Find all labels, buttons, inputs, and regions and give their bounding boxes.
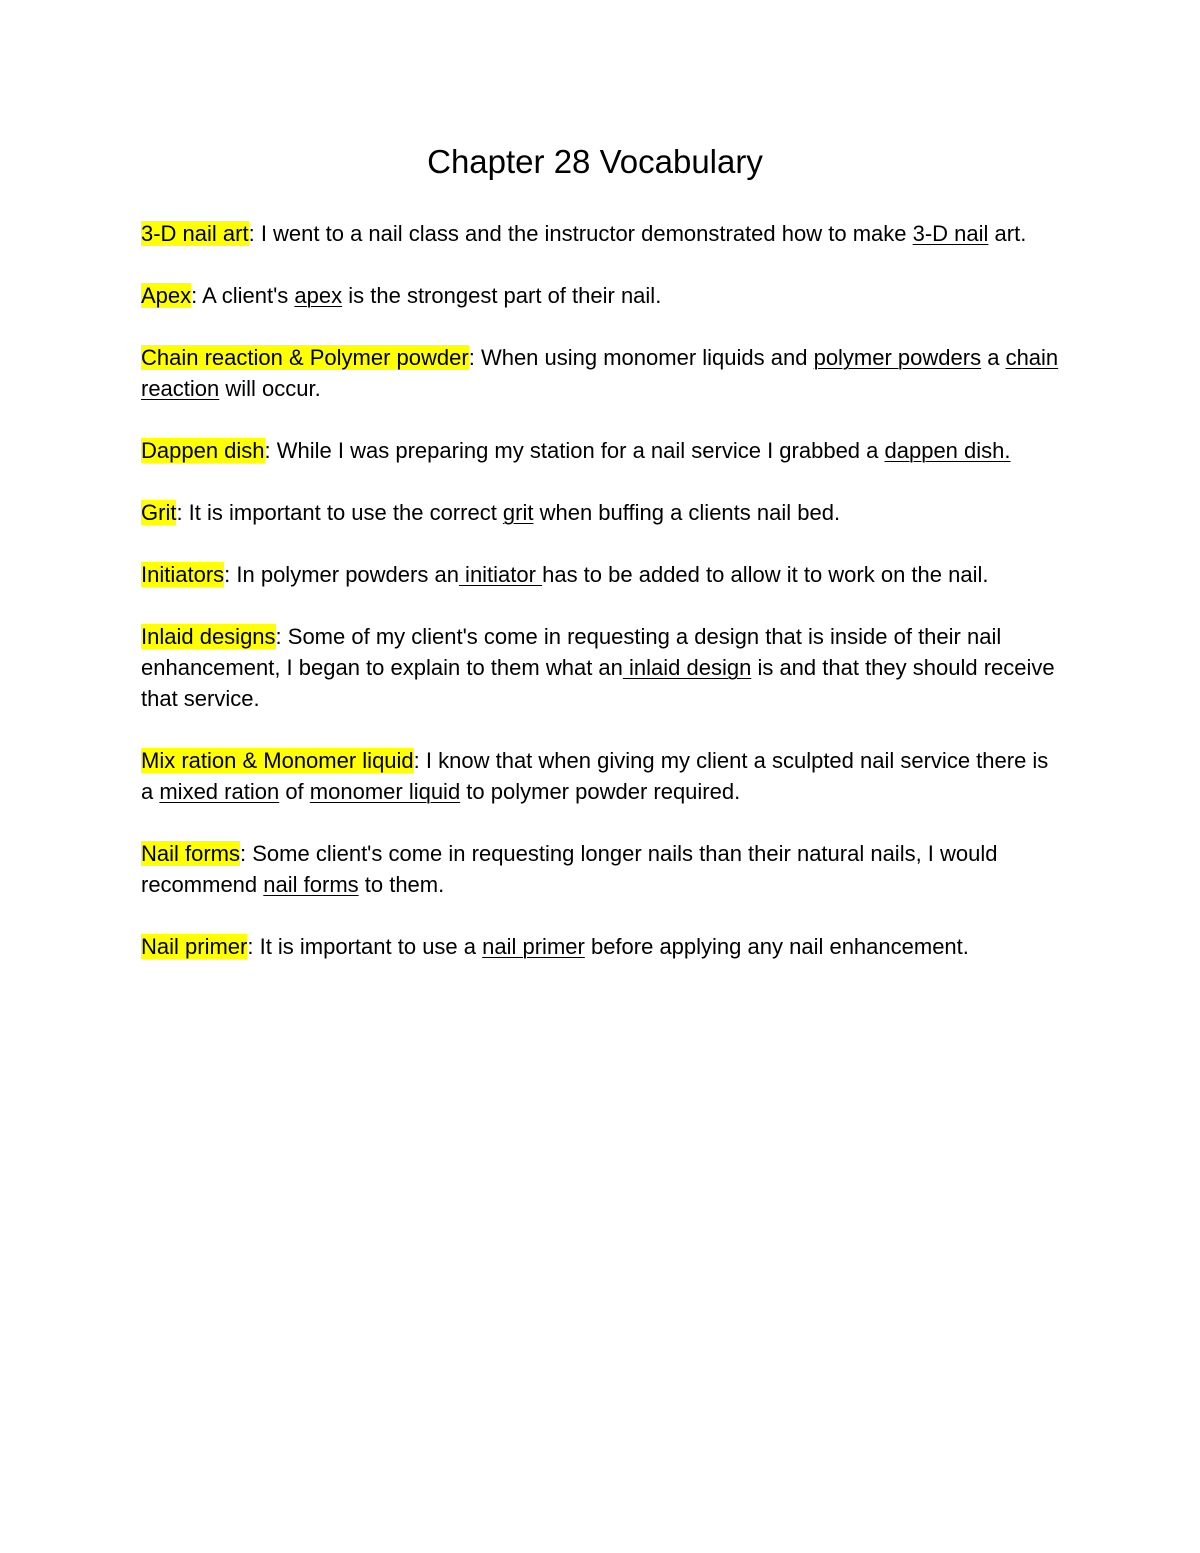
sentence-text: a xyxy=(981,345,1006,370)
underlined-term-usage: apex xyxy=(294,283,343,308)
page-title: Chapter 28 Vocabulary xyxy=(427,143,763,180)
vocabulary-list xyxy=(141,218,1066,993)
underlined-term-usage: mixed ration xyxy=(159,779,280,804)
vocabulary-term: Nail forms xyxy=(141,841,241,866)
underlined-term-usage: polymer powders xyxy=(813,345,982,370)
vocabulary-entry xyxy=(141,838,1066,900)
sentence-text: art. xyxy=(988,221,1027,246)
sentence-text: has to be added to allow it to work on the nail. xyxy=(542,562,989,587)
sentence-text: to them. xyxy=(358,872,445,897)
vocabulary-entry xyxy=(141,931,1066,962)
sentence-text: when buffing a clients nail bed. xyxy=(533,500,841,525)
vocabulary-entry xyxy=(141,497,1066,528)
underlined-term-usage: dappen dish. xyxy=(884,438,1011,463)
vocabulary-entry xyxy=(141,559,1066,590)
sentence-text: : I went to a nail class and the instructor demonstrated how to make xyxy=(248,221,913,246)
sentence-text: of xyxy=(279,779,310,804)
sentence-text: : While I was preparing my station for a nail service I grabbed a xyxy=(264,438,885,463)
sentence-text: : It is important to use a xyxy=(247,934,483,959)
underlined-term-usage: initiator xyxy=(458,562,543,587)
underlined-term-usage: nail forms xyxy=(263,872,359,897)
sentence-text: : Some of my client's come in requesting a design that is inside of their nail enhancement, I began to explain to them what an xyxy=(141,624,1002,680)
sentence-text: to polymer powder required. xyxy=(460,779,741,804)
vocabulary-term: Nail primer xyxy=(141,934,248,959)
vocabulary-term: Initiators xyxy=(141,562,225,587)
sentence-text: : I know that when giving my client a sculpted nail service there is a xyxy=(141,748,1049,804)
vocabulary-term: Dappen dish xyxy=(141,438,265,463)
vocabulary-term: Inlaid designs xyxy=(141,624,276,649)
sentence-text: : It is important to use the correct xyxy=(176,500,503,525)
vocabulary-entry xyxy=(141,621,1066,714)
vocabulary-term: Mix ration & Monomer liquid xyxy=(141,748,414,773)
sentence-text: is and that they should receive that service. xyxy=(141,655,1055,711)
vocabulary-entry xyxy=(141,342,1066,404)
underlined-term-usage: inlaid design xyxy=(622,655,752,680)
vocabulary-entry xyxy=(141,218,1066,249)
underlined-term-usage: nail primer xyxy=(482,934,585,959)
sentence-text: is the strongest part of their nail. xyxy=(342,283,662,308)
underlined-term-usage: monomer liquid xyxy=(309,779,461,804)
underlined-term-usage: grit xyxy=(502,500,534,525)
underlined-term-usage: 3-D nail xyxy=(912,221,989,246)
vocabulary-entry xyxy=(141,745,1066,807)
sentence-text: will occur. xyxy=(219,376,321,401)
vocabulary-term: Chain reaction & Polymer powder xyxy=(141,345,469,370)
sentence-text: before applying any nail enhancement. xyxy=(584,934,969,959)
vocabulary-term: 3-D nail art xyxy=(141,221,249,246)
vocabulary-term: Grit xyxy=(141,500,177,525)
vocabulary-entry xyxy=(141,435,1066,466)
sentence-text: : When using monomer liquids and xyxy=(468,345,814,370)
sentence-text: : In polymer powders an xyxy=(224,562,459,587)
sentence-text: : Some client's come in requesting longer nails than their natural nails, I would recommend xyxy=(141,841,998,897)
vocabulary-term: Apex xyxy=(141,283,192,308)
vocabulary-entry xyxy=(141,280,1066,311)
underlined-term-usage: chain reaction xyxy=(141,345,1059,401)
sentence-text: : A client's xyxy=(191,283,295,308)
